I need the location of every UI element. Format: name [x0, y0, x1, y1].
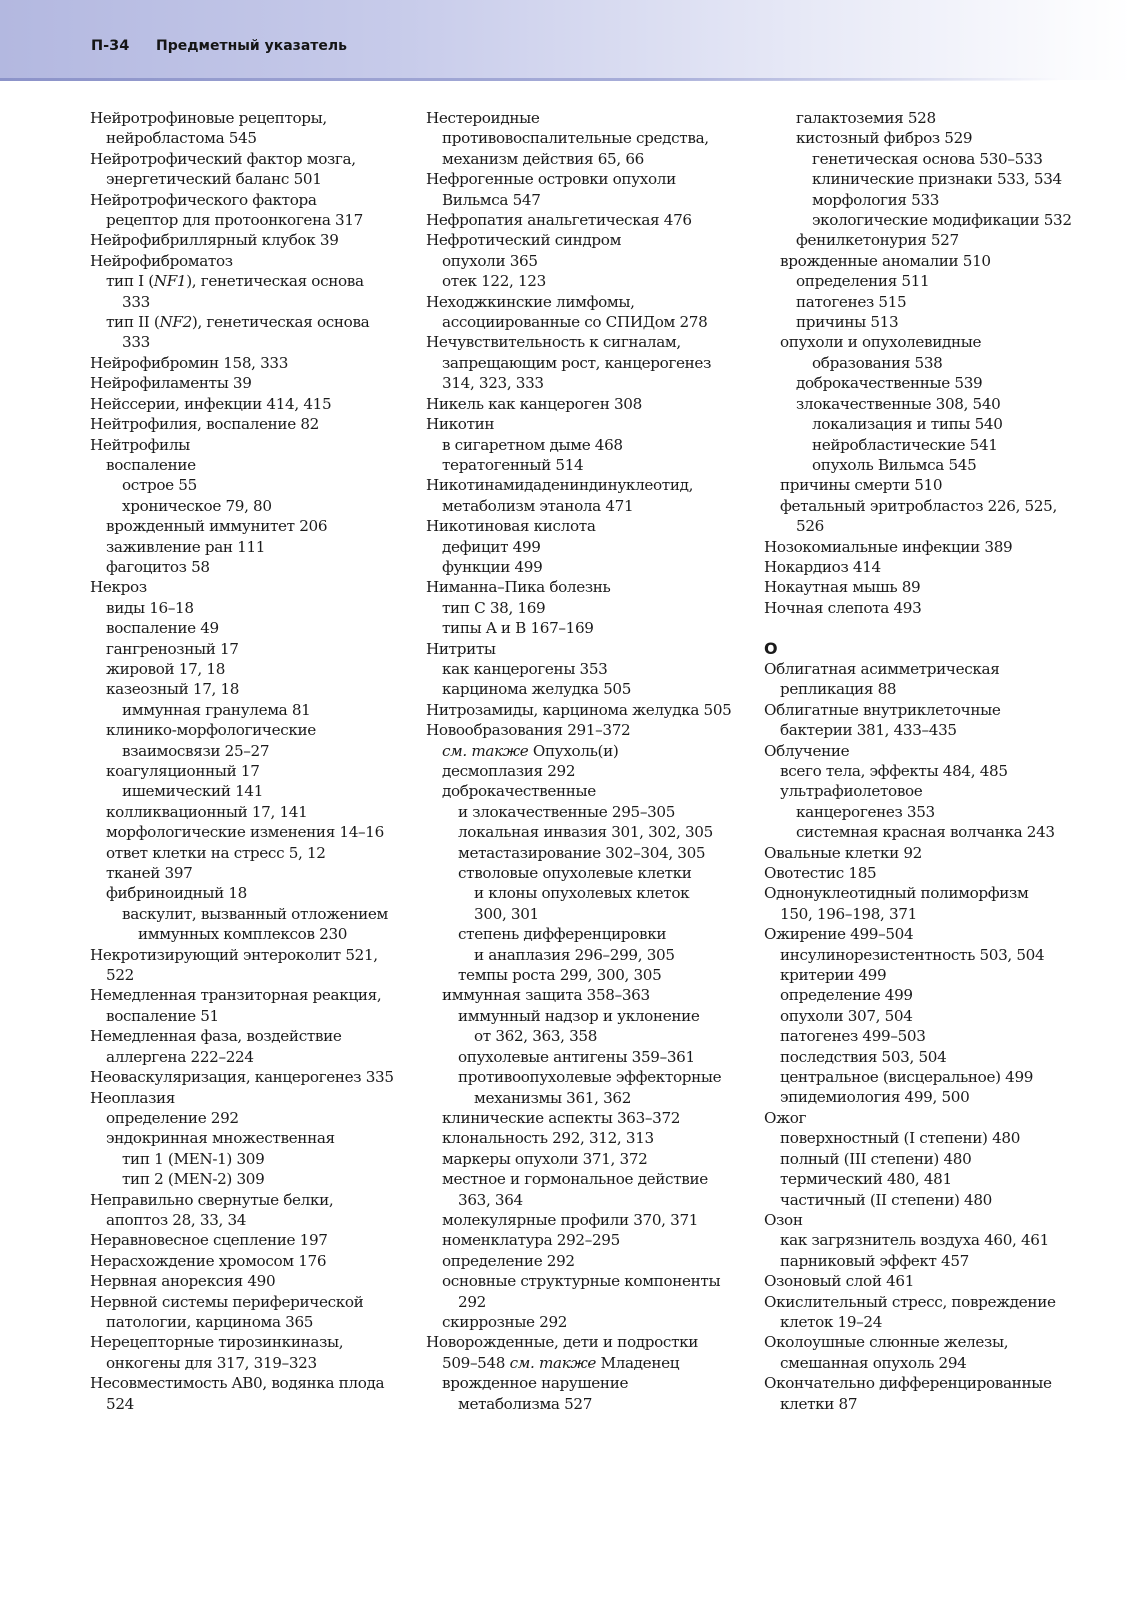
index-entry: Неправильно свернутые белки, — [90, 1190, 334, 1209]
index-entry: типы A и B 167–169 — [442, 619, 594, 638]
index-entry: частичный (II степени) 480 — [780, 1190, 992, 1209]
index-entry: определение 499 — [780, 986, 913, 1005]
index-entry: 363, 364 — [458, 1190, 523, 1209]
index-entry: номенклатура 292–295 — [442, 1231, 620, 1250]
index-entry: дефицит 499 — [442, 537, 541, 556]
index-entry: маркеры опухоли 371, 372 — [442, 1149, 648, 1168]
index-entry: центральное (висцеральное) 499 — [780, 1068, 1034, 1087]
index-entry: Нерецепторные тирозинкиназы, — [90, 1333, 344, 1352]
index-entry: определение 292 — [106, 1108, 239, 1127]
index-entry: Нейтрофилы — [90, 435, 190, 454]
index-entry: и злокачественные 295–305 — [458, 802, 676, 821]
index-column-3 — [764, 108, 1104, 1414]
index-entry: как загрязнитель воздуха 460, 461 — [780, 1231, 1049, 1250]
index-entry: Неходжкинские лимфомы, — [426, 292, 635, 311]
index-entry: 300, 301 — [474, 904, 539, 923]
index-entry: системная красная волчанка 243 — [796, 823, 1055, 842]
index-entry: Нейрофибромин 158, 333 — [90, 353, 289, 372]
index-entry: механизмы 361, 362 — [474, 1088, 632, 1107]
index-entry: 150, 196–198, 371 — [780, 904, 917, 923]
index-entry: клональность 292, 312, 313 — [442, 1129, 654, 1148]
index-entry: тип I (NF1), генетическая основа — [106, 272, 364, 291]
index-entry: эпидемиология 499, 500 — [780, 1088, 970, 1107]
index-entry: парниковый эффект 457 — [780, 1251, 969, 1270]
index-entry: Некроз — [90, 578, 147, 597]
index-entry: механизм действия 65, 66 — [442, 149, 644, 168]
index-entry: 314, 323, 333 — [442, 374, 544, 393]
page-title: Предметный указатель — [156, 38, 347, 54]
index-entry: патогенез 499–503 — [780, 1027, 926, 1046]
index-entry: воспаление 51 — [106, 1006, 219, 1025]
index-entry: Нерасхождение хромосом 176 — [90, 1251, 327, 1270]
index-entry: см. также Опухоль(и) — [442, 741, 619, 760]
index-entry: бактерии 381, 433–435 — [780, 721, 957, 740]
index-entry: Никотин — [426, 415, 495, 434]
index-entry: васкулит, вызванный отложением — [122, 904, 389, 923]
index-entry: Некротизирующий энтероколит 521, — [90, 945, 378, 964]
index-entry: опухоли 365 — [442, 251, 538, 270]
index-entry: Ожирение 499–504 — [764, 925, 914, 944]
index-entry: стволовые опухолевые клетки — [458, 864, 692, 883]
index-entry: нейробластома 545 — [106, 129, 257, 148]
index-entry: Озон — [764, 1210, 803, 1229]
index-entry: Нефрогенные островки опухоли — [426, 170, 676, 189]
index-entry: метастазирование 302–304, 305 — [458, 843, 706, 862]
index-entry: Никель как канцероген 308 — [426, 394, 642, 413]
index-entry: опухоль Вильмса 545 — [812, 455, 977, 474]
index-entry: иммунная защита 358–363 — [442, 986, 650, 1005]
index-entry: Неоваскуляризация, канцерогенез 335 — [90, 1068, 394, 1087]
index-entry: местное и гормональное действие — [442, 1170, 708, 1189]
index-entry: врожденный иммунитет 206 — [106, 517, 328, 536]
index-entry: канцерогенез 353 — [796, 802, 935, 821]
index-entry: клинико-морфологические — [106, 721, 316, 740]
index-entry: врожденные аномалии 510 — [780, 251, 991, 270]
index-entry: доброкачественные — [442, 782, 596, 801]
index-entry: поверхностный (I степени) 480 — [780, 1129, 1021, 1148]
index-entry: опухолевые антигены 359–361 — [458, 1047, 695, 1066]
index-entry: аллергена 222–224 — [106, 1047, 254, 1066]
index-entry: энергетический баланс 501 — [106, 170, 322, 189]
index-entry: 292 — [458, 1292, 486, 1311]
index-entry: Облучение — [764, 741, 850, 760]
index-entry: эндокринная множественная — [106, 1129, 335, 1148]
index-entry: как канцерогены 353 — [442, 659, 608, 678]
index-entry: клинические аспекты 363–372 — [442, 1108, 681, 1127]
index-entry: Немедленная транзиторная реакция, — [90, 986, 382, 1005]
index-entry: десмоплазия 292 — [442, 762, 576, 780]
section-letter: O — [764, 638, 778, 658]
index-entry: запрещающим рост, канцерогенез — [442, 353, 712, 372]
index-entry: локальная инвазия 301, 302, 305 — [458, 823, 713, 842]
index-entry: Нитрозамиды, карцинома желудка 505 — [426, 700, 732, 719]
index-entry: кистозный фиброз 529 — [796, 129, 973, 148]
index-entry: Нефропатия анальгетическая 476 — [426, 211, 692, 230]
index-entry: виды 16–18 — [106, 598, 194, 617]
index-entry: коагуляционный 17 — [106, 762, 260, 780]
index-entry: основные структурные компоненты — [442, 1272, 721, 1291]
index-entry: 509–548 см. также Младенец — [442, 1353, 680, 1372]
index-entry: Нейссерии, инфекции 414, 415 — [90, 394, 332, 413]
index-entry: Нитриты — [426, 639, 496, 658]
index-entry: определения 511 — [796, 272, 930, 291]
index-entry: Околоушные слюнные железы, — [764, 1333, 1009, 1352]
index-entry: последствия 503, 504 — [780, 1047, 947, 1066]
index-entry: Ниманна–Пика болезнь — [426, 578, 611, 597]
index-entry: Нейтрофилия, воспаление 82 — [90, 415, 319, 434]
index-entry: фетальный эритробластоз 226, 525, — [780, 496, 1057, 515]
index-entry: заживление ран 111 — [106, 537, 266, 556]
index-entry: всего тела, эффекты 484, 485 — [780, 761, 1008, 780]
index-entry: иммунный надзор и уклонение — [458, 1006, 700, 1025]
index-entry: тип C 38, 169 — [442, 598, 546, 617]
index-entry: Овальные клетки 92 — [764, 843, 922, 862]
index-entry: Нейротрофический фактор мозга, — [90, 149, 356, 168]
index-entry: смешанная опухоль 294 — [780, 1353, 967, 1372]
index-entry: темпы роста 299, 300, 305 — [458, 966, 662, 985]
index-entry: Вильмса 547 — [442, 190, 541, 209]
index-entry: репликация 88 — [780, 680, 897, 699]
index-entry: иммунных комплексов 230 — [138, 925, 348, 944]
index-entry: Однонуклеотидный полиморфизм — [764, 884, 1029, 903]
index-entry: 526 — [796, 517, 824, 536]
index-entry: Нефротический синдром — [426, 231, 622, 250]
index-entry: доброкачественные 539 — [796, 374, 983, 393]
index-entry: ишемический 141 — [122, 782, 264, 801]
index-entry: функции 499 — [442, 557, 543, 576]
index-entry: Нейротрофического фактора — [90, 190, 317, 209]
index-entry: инсулинорезистентность 503, 504 — [780, 945, 1045, 964]
index-entry: скиррозные 292 — [442, 1312, 568, 1331]
index-entry: Облигатная асимметрическая — [764, 659, 1000, 678]
index-entry: ответ клетки на стресс 5, 12 — [106, 843, 326, 862]
index-entry: рецептор для протоонкогена 317 — [106, 211, 363, 230]
index-entry: Новообразования 291–372 — [426, 721, 631, 740]
index-entry: и анаплазия 296–299, 305 — [474, 945, 675, 964]
index-entry: фибриноидный 18 — [106, 884, 247, 903]
index-entry: Окислительный стресс, повреждение — [764, 1292, 1056, 1311]
index-entry: молекулярные профили 370, 371 — [442, 1210, 699, 1229]
index-entry: Нейрофиброматоз — [90, 251, 233, 270]
index-entry: карцинома желудка 505 — [442, 680, 632, 699]
index-entry: Озоновый слой 461 — [764, 1272, 915, 1291]
index-entry: Нейрофибриллярный клубок 39 — [90, 231, 339, 250]
index-entry: Неоплазия — [90, 1088, 176, 1107]
index-entry: 333 — [122, 292, 150, 311]
index-entry: ассоциированные со СПИДом 278 — [442, 313, 708, 332]
index-entry: от 362, 363, 358 — [474, 1027, 598, 1046]
index-entry: тканей 397 — [106, 864, 193, 883]
index-entry: колликвационный 17, 141 — [106, 802, 308, 821]
index-entry: Ожог — [764, 1108, 807, 1127]
index-entry: Нокардиоз 414 — [764, 557, 881, 576]
index-entry: экологические модификации 532 — [812, 211, 1072, 230]
index-entry: клинические признаки 533, 534 — [812, 170, 1062, 189]
index-entry: воспаление 49 — [106, 619, 219, 638]
page-number: П-34 — [91, 38, 130, 54]
index-entry: противоопухолевые эффекторные — [458, 1068, 722, 1087]
index-entry: критерии 499 — [780, 966, 887, 985]
index-column-2 — [426, 108, 756, 1414]
index-entry: нейробластические 541 — [812, 435, 998, 454]
index-entry: генетическая основа 530–533 — [812, 149, 1043, 168]
index-entry: Никотинамидадениндинуклеотид, — [426, 476, 694, 495]
index-entry: воспаление — [106, 455, 196, 474]
index-entry: Окончательно дифференцированные — [764, 1374, 1052, 1393]
index-entry: острое 55 — [122, 476, 197, 495]
index-entry: хроническое 79, 80 — [122, 496, 272, 515]
index-entry: полный (III степени) 480 — [780, 1149, 972, 1168]
index-entry: Ночная слепота 493 — [764, 598, 922, 617]
index-entry: метаболизм этанола 471 — [442, 496, 634, 515]
index-entry: клетки 87 — [780, 1394, 858, 1413]
index-entry: патологии, карцинома 365 — [106, 1312, 314, 1331]
index-entry: образования 538 — [812, 353, 943, 372]
index-entry: тип 1 (MEN-1) 309 — [122, 1149, 265, 1168]
index-entry: Нестероидные — [426, 109, 540, 127]
index-entry: врожденное нарушение — [442, 1374, 629, 1393]
index-entry: злокачественные 308, 540 — [796, 394, 1001, 413]
index-entry: степень дифференцировки — [458, 925, 667, 944]
index-entry: Никотиновая кислота — [426, 517, 596, 536]
index-entry: жировой 17, 18 — [106, 659, 226, 678]
index-entry: Нейрофиламенты 39 — [90, 374, 252, 393]
index-entry: причины смерти 510 — [780, 476, 943, 495]
index-entry: отек 122, 123 — [442, 272, 546, 291]
index-entry: термический 480, 481 — [780, 1170, 952, 1189]
index-entry: тип 2 (MEN-2) 309 — [122, 1170, 265, 1189]
index-entry: Нейротрофиновые рецепторы, — [90, 109, 327, 127]
index-entry: Нокаутная мышь 89 — [764, 578, 921, 597]
index-entry: 522 — [106, 966, 134, 985]
index-entry: Облигатные внутриклеточные — [764, 700, 1001, 719]
index-entry: 524 — [106, 1394, 134, 1413]
index-entry: апоптоз 28, 33, 34 — [106, 1210, 247, 1229]
index-entry: тип II (NF2), генетическая основа — [106, 313, 370, 332]
index-entry: противовоспалительные средства, — [442, 129, 709, 148]
index-entry: тератогенный 514 — [442, 455, 584, 474]
index-entry: опухоли 307, 504 — [780, 1006, 913, 1025]
index-entry: причины 513 — [796, 313, 899, 332]
index-entry: в сигаретном дыме 468 — [442, 435, 623, 454]
index-entry: Нозокомиальные инфекции 389 — [764, 537, 1013, 556]
index-entry: морфологические изменения 14–16 — [106, 823, 384, 842]
index-entry: Нервной системы периферической — [90, 1292, 364, 1311]
index-entry: патогенез 515 — [796, 292, 907, 311]
index-entry: клеток 19–24 — [780, 1312, 883, 1331]
index-entry: фенилкетонурия 527 — [796, 231, 959, 250]
index-entry: определение 292 — [442, 1251, 575, 1270]
index-entry: Нечувствительность к сигналам, — [426, 333, 681, 352]
index-entry: Нервная анорексия 490 — [90, 1272, 276, 1291]
index-entry: метаболизма 527 — [458, 1394, 593, 1413]
index-entry: локализация и типы 540 — [812, 415, 1003, 434]
index-entry: галактоземия 528 — [796, 109, 936, 127]
header-divider — [0, 78, 1060, 81]
index-entry: взаимосвязи 25–27 — [122, 741, 270, 760]
index-entry: Неравновесное сцепление 197 — [90, 1231, 328, 1250]
index-entry: Овотестис 185 — [764, 864, 877, 883]
index-column-1 — [90, 108, 410, 1414]
index-entry: иммунная гранулема 81 — [122, 700, 311, 719]
index-entry: гангренозный 17 — [106, 639, 239, 658]
index-entry: онкогены для 317, 319–323 — [106, 1353, 317, 1372]
index-entry: ультрафиолетовое — [780, 782, 923, 801]
index-entry: Несовместимость AB0, водянка плода — [90, 1374, 385, 1393]
index-entry: казеозный 17, 18 — [106, 680, 240, 699]
index-entry: фагоцитоз 58 — [106, 557, 210, 576]
section-gap — [764, 618, 1104, 638]
index-entry: морфология 533 — [812, 190, 940, 209]
index-entry: 333 — [122, 333, 150, 352]
index-entry: Новорожденные, дети и подростки — [426, 1333, 699, 1352]
index-entry: и клоны опухолевых клеток — [474, 884, 690, 903]
index-entry: Немедленная фаза, воздействие — [90, 1027, 342, 1046]
index-entry: опухоли и опухолевидные — [780, 333, 982, 352]
